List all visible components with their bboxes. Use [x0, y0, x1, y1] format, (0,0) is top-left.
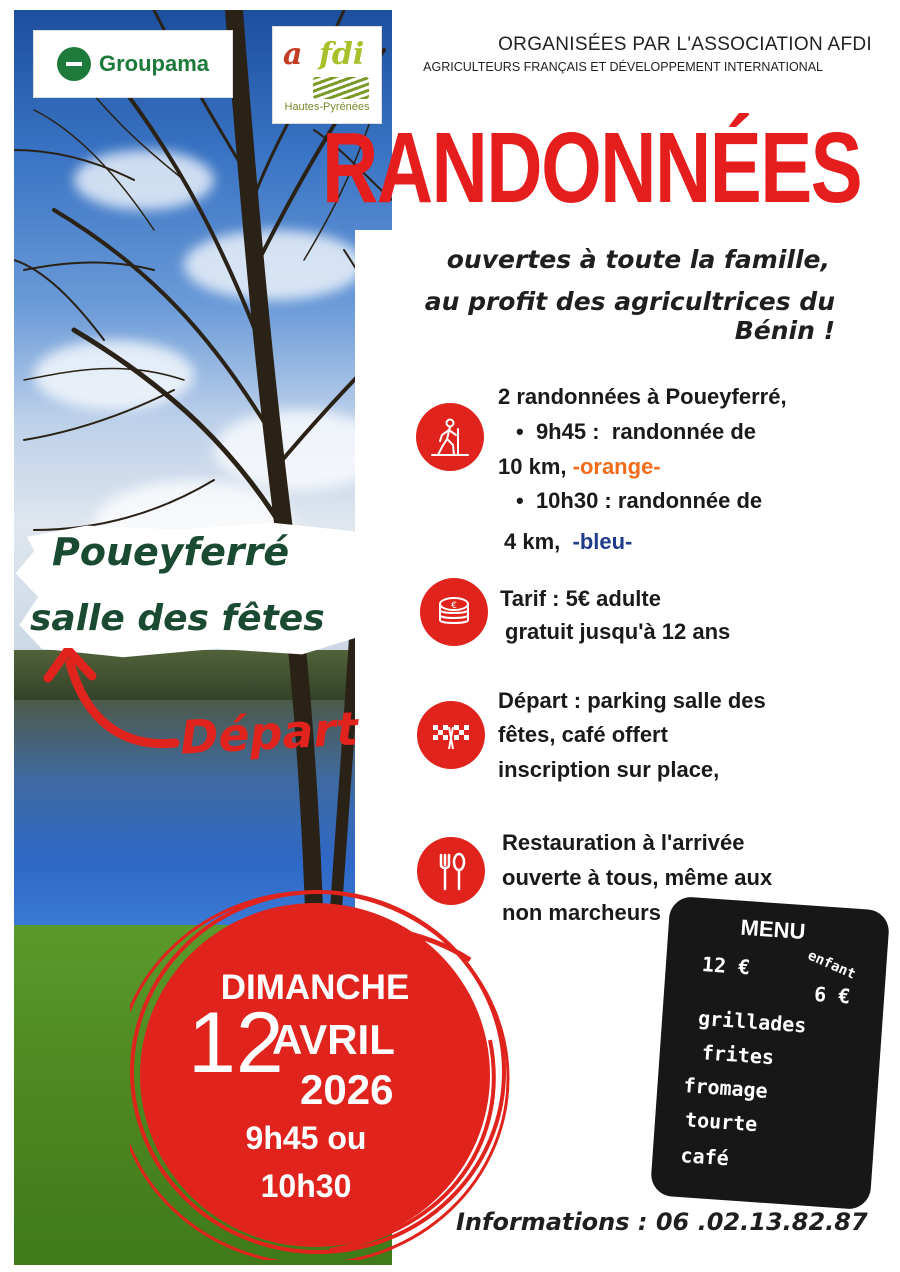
date-weekday: DIMANCHE: [220, 968, 410, 1007]
food-line-2: ouverte à tous, même aux: [502, 865, 773, 890]
groupama-logo: [33, 30, 233, 98]
departure-line-2: fêtes, café offert: [498, 722, 668, 747]
afdi-logo: [272, 26, 382, 124]
hike-2-color: -bleu-: [572, 529, 633, 554]
hike-2-detail: [504, 525, 632, 558]
organizer-subline: AGRICULTEURS FRANÇAIS ET DÉVELOPPEMENT INTERNATIONAL: [423, 60, 823, 74]
hike-1-time: 9h45 :: [535, 419, 600, 444]
depart-label: Départ: [178, 701, 360, 765]
date-year: 2026: [300, 1066, 394, 1113]
location-venue: salle des fêtes: [30, 598, 325, 639]
menu-item: tourte: [684, 1107, 759, 1137]
menu-child-label: enfant: [805, 947, 858, 983]
hikes-heading: 2 randonnées à Poueyferré,: [498, 384, 787, 409]
hike-1-detail: [498, 450, 661, 483]
subtitle-line-1: ouvertes à toute la famille,: [446, 245, 830, 274]
menu-title: MENU: [739, 914, 807, 945]
checkered-flags-icon: [417, 701, 485, 769]
subtitle-line-2: au profit des agricultrices du Bénin !: [424, 287, 835, 345]
menu-adult-price: 12 €: [701, 952, 751, 980]
date-day-number: 12: [188, 995, 284, 1091]
euro-coins-icon: [420, 578, 488, 646]
departure-line-1: Départ : parking salle des: [498, 688, 766, 713]
hike-2-line: [516, 484, 762, 517]
organizer-line: ORGANISÉES PAR L'ASSOCIATION AFDI: [498, 34, 872, 55]
curved-arrow-icon: [40, 648, 180, 758]
hiker-icon: [416, 403, 484, 471]
groupama-wordmark: Groupama: [98, 51, 210, 76]
afdi-logo-a: a: [283, 37, 303, 72]
tarif-line-2: gratuit jusqu'à 12 ans: [505, 619, 731, 644]
hike-1-color: -orange-: [572, 454, 661, 479]
tarif-line-1: Tarif : 5€ adulte: [500, 586, 661, 611]
menu-child-price: 6 €: [813, 981, 852, 1009]
menu-item: grillades: [697, 1005, 808, 1038]
hike-2-text: randonnée de: [617, 488, 763, 513]
date-time-2: 10h30: [260, 1168, 352, 1204]
menu-item: café: [679, 1143, 730, 1171]
groupama-mark-icon: [57, 47, 91, 81]
date-month: AVRIL: [272, 1016, 395, 1063]
contact-info: Informations : 06 .02.13.82.87: [456, 1208, 868, 1236]
menu-item: frites: [701, 1040, 775, 1070]
hike-2-bullet: •: [516, 488, 524, 513]
afdi-logo-fdi: fdi: [319, 37, 365, 72]
hike-1-line: [516, 415, 756, 448]
afdi-region: Hautes-Pyrénées: [284, 101, 370, 113]
departure-line-3: inscription sur place,: [498, 757, 720, 782]
poster-title: RANDONNÉES: [322, 112, 862, 224]
location-town: Poueyferré: [52, 530, 290, 574]
svg-text:€: €: [451, 601, 457, 611]
menu-item: fromage: [682, 1073, 769, 1103]
afdi-field-stripes-icon: [313, 77, 369, 99]
hike-2-distance: 4 km,: [504, 529, 561, 554]
hike-1-bullet: •: [516, 419, 524, 444]
hike-1-distance: 10 km,: [498, 454, 567, 479]
food-line-3: non marcheurs: [502, 900, 661, 925]
date-time-1: 9h45 ou: [245, 1120, 367, 1156]
food-line-1: Restauration à l'arrivée: [502, 830, 745, 855]
hike-1-text: randonnée de: [611, 419, 757, 444]
hike-2-time: 10h30 :: [535, 488, 612, 513]
menu-board: [650, 896, 890, 1211]
